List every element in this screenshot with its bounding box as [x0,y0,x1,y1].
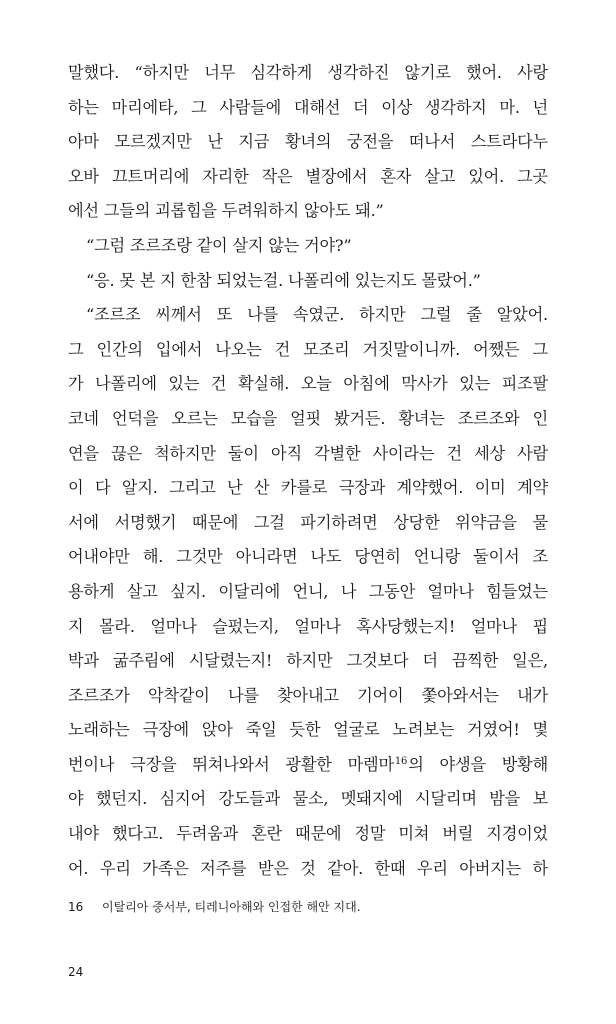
text-line-19: 조르조가 악착같이 나를 찾아내고 기어이 쫓아와서는 내가 [68,685,548,705]
footnote-reference[interactable]: 16 [394,755,408,767]
text-line-21-head: 번이나 극장을 뛰쳐나와서 광활한 마렘마 [68,754,394,774]
text-line-4: 오바 끄트머리에 자리한 작은 별장에서 혼자 살고 있어. 그곳 [68,166,548,186]
text-line-14: 서에 서명했기 때문에 그걸 파기하려면 상당한 위약금을 물 [68,512,548,532]
text-line-15: 어내야만 해. 그것만 아니라면 나도 당연히 언니랑 둘이서 조 [68,547,548,567]
text-line-20: 노래하는 극장에 앉아 죽일 듯한 얼굴로 노려보는 거였어! 몇 [68,720,548,740]
text-line-23: 내야 했다고. 두려움과 혼란 때문에 정말 미쳐 버릴 지경이었 [68,824,548,844]
body-text [68,56,548,886]
text-line-16: 용하게 살고 싶지. 이달리에 언니, 나 그동안 얼마나 힘들었는 [68,581,548,601]
text-line-1: 말했다. “하지만 너무 심각하게 생각하진 않기로 했어. 사랑 [68,63,548,82]
text-line-6: “그럼 조르조랑 같이 살지 않는 거야?” [86,235,352,255]
text-line-9: 그 인간의 입에서 나오는 건 모조리 거짓말이니까. 어쨌든 그 [68,339,548,359]
text-line-21 [68,748,548,783]
footnote-text: 이탈리아 중서부, 티레니아해와 인접한 해안 지대. [102,900,361,914]
text-line-11: 코네 언덕을 오르는 모습을 얼핏 봤거든. 황녀는 조르조와 인 [68,408,548,428]
text-line-7: “응. 못 본 지 한참 되었는걸. 나폴리에 있는지도 몰랐어.” [86,270,481,290]
text-line-17: 지 몰라. 얼마나 슬펐는지, 얼마나 혹사당했는지! 얼마나 핍 [68,616,548,636]
text-line-8: “조르조 씨께서 또 나를 속였군. 하지만 그럴 줄 알았어. [86,305,548,325]
text-line-5: 에선 그들의 괴롭힘을 두려워하지 않아도 돼.” [68,201,384,221]
text-line-22: 야 했던지. 심지어 강도들과 물소, 멧돼지에 시달리며 밤을 보 [68,789,548,809]
text-line-12: 연을 끊은 척하지만 둘이 아직 각별한 사이라는 건 세상 사람 [68,443,548,463]
text-line-21-tail: 의 야생을 방황해 [408,754,549,774]
footnote [68,898,548,915]
text-line-10: 가 나폴리에 있는 건 확실해. 오늘 아침에 막사가 있는 피조팔 [68,374,548,394]
text-line-13: 이 다 알지. 그리고 난 산 카를로 극장과 계약했어. 이미 계약 [68,478,548,498]
text-line-24: 어. 우리 가족은 저주를 받은 것 같아. 한때 우리 아버지는 하 [68,858,548,878]
text-line-3: 아마 모르겠지만 난 지금 황녀의 궁전을 떠나서 스트라다누 [68,132,548,152]
page-number: 24 [68,965,84,979]
text-line-2: 하는 마리에타, 그 사람들에 대해선 더 이상 생각하지 마. 넌 [68,97,548,117]
text-line-18: 박과 굶주림에 시달렸는지! 하지만 그것보다 더 끔찍한 일은, [68,651,548,671]
footnote-number: 16 [68,900,84,914]
